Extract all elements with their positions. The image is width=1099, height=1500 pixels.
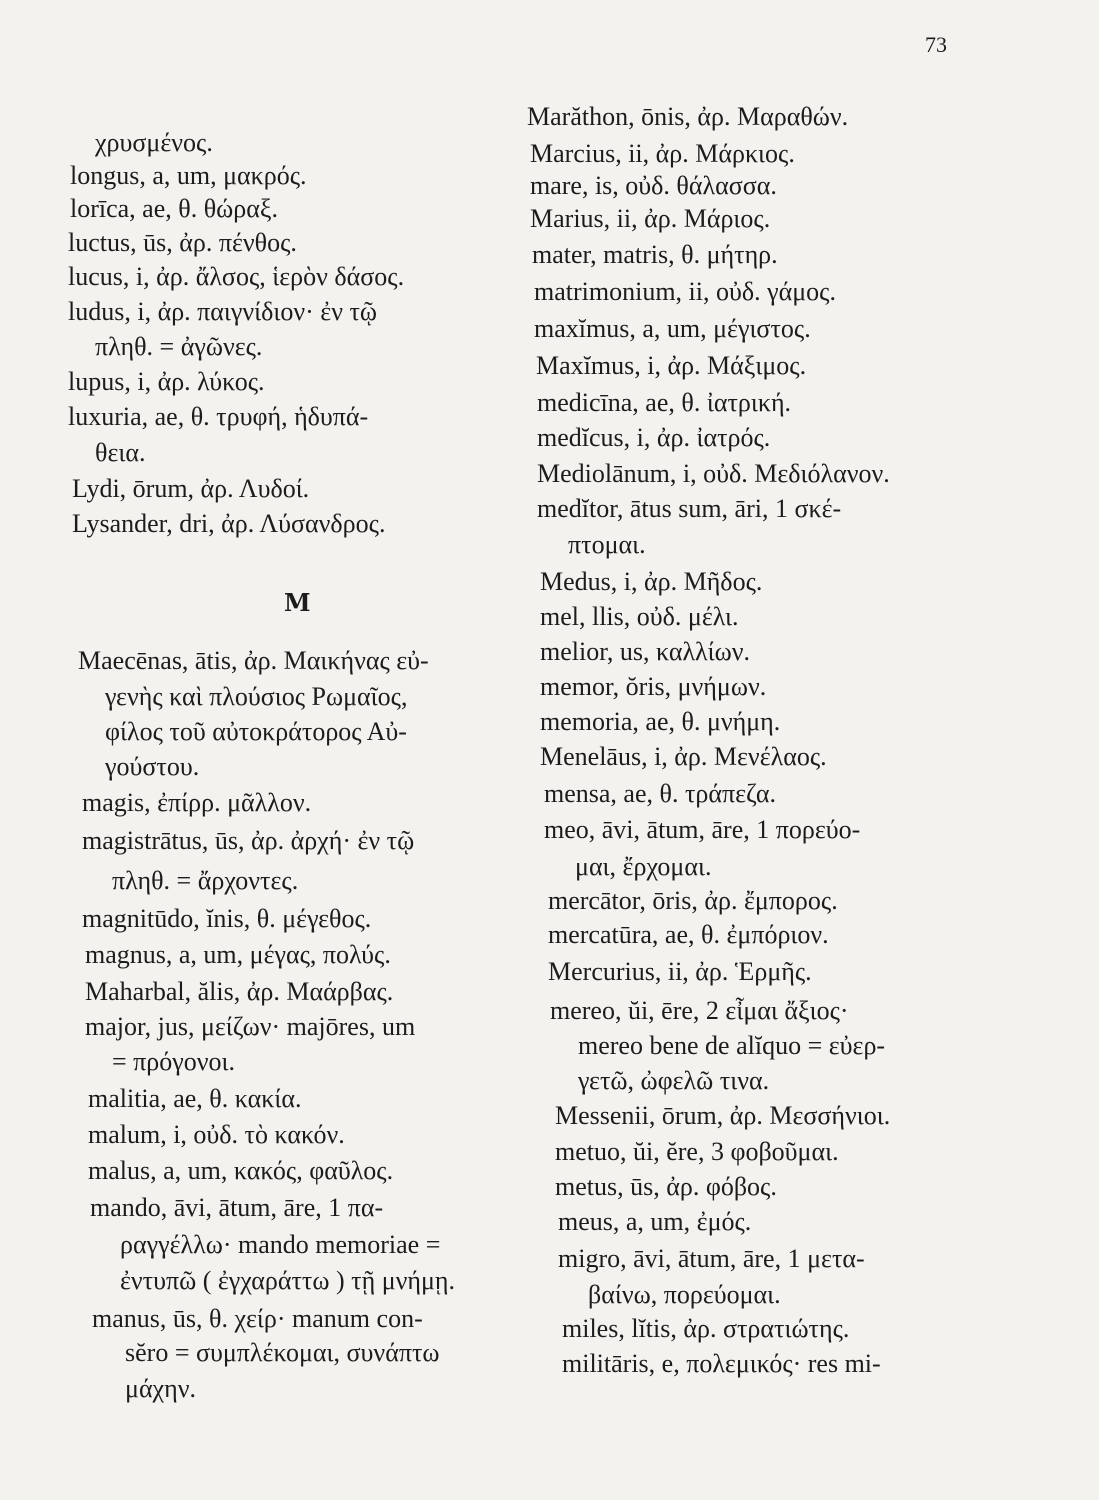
entry-line: luxuria, ae, θ. τρυφή, ἡδυπά- bbox=[68, 402, 369, 431]
entry-line: Mercurius, ii, ἀρ. Ἑρμῆς. bbox=[548, 957, 812, 986]
entry-line: ἐντυπῶ ( ἐγχαράττω ) τῇ μνήμῃ. bbox=[120, 1266, 456, 1295]
entry-line: medĭcus, i, ἀρ. ἰατρός. bbox=[537, 423, 771, 452]
entry-line: Maxĭmus, i, ἀρ. Μάξιμος. bbox=[536, 351, 807, 380]
entry-line: magnitūdo, ĭnis, θ. μέγεθος. bbox=[82, 904, 372, 933]
entry-line: Maecēnas, ātis, ἀρ. Μαικήνας εὐ- bbox=[78, 646, 429, 675]
entry-line: Messenii, ōrum, ἀρ. Μεσσήνιοι. bbox=[555, 1101, 891, 1130]
entry-line: longus, a, um, μακρός. bbox=[70, 161, 307, 190]
entry-line: θεια. bbox=[95, 438, 146, 467]
page-number: 73 bbox=[925, 32, 947, 57]
entry-line: metuo, ŭi, ĕre, 3 φοβοῦμαι. bbox=[555, 1137, 839, 1166]
entry-line: μάχην. bbox=[125, 1374, 196, 1403]
entry-line: Marăthon, ōnis, ἀρ. Μαραθών. bbox=[527, 102, 849, 131]
entry-line: βαίνω, πορεύομαι. bbox=[588, 1280, 781, 1309]
entry-line: metus, ūs, ἀρ. φόβος. bbox=[555, 1172, 777, 1201]
entry-line: magis, ἐπίρρ. μᾶλλον. bbox=[82, 788, 312, 817]
entry-line: mel, llis, οὐδ. μέλι. bbox=[540, 602, 739, 631]
entry-line: luctus, ūs, ἀρ. πένθος. bbox=[68, 228, 297, 257]
entry-line: Maharbal, ălis, ἀρ. Μαάρβας. bbox=[85, 977, 394, 1006]
entry-line: mereo, ŭi, ēre, 2 εἶμαι ἄξιος· bbox=[550, 996, 849, 1025]
entry-line: γούστου. bbox=[105, 752, 200, 781]
entry-line: γετῶ, ὠφελῶ τινα. bbox=[578, 1066, 770, 1095]
entry-line: mater, matris, θ. μήτηρ. bbox=[532, 240, 778, 269]
entry-line: mensa, ae, θ. τράπεζα. bbox=[544, 779, 776, 808]
entry-line: πτομαι. bbox=[568, 530, 646, 559]
entry-line: magnus, a, um, μέγας, πολύς. bbox=[85, 940, 391, 969]
entry-line: lucus, i, ἀρ. ἄλσος, ἱερὸν δάσος. bbox=[68, 262, 405, 291]
entry-line: mercātor, ōris, ἀρ. ἔμπορος. bbox=[548, 886, 838, 915]
section-letter: M bbox=[284, 588, 311, 617]
entry-line: sĕro = συμπλέκομαι, συνάπτω bbox=[125, 1338, 440, 1367]
entry-line: melior, us, καλλίων. bbox=[540, 637, 751, 666]
entry-line: mercatūra, ae, θ. ἐμπόριον. bbox=[548, 920, 829, 949]
entry-line: Lydi, ōrum, ἀρ. Λυδοί. bbox=[72, 474, 310, 503]
entry-line: lupus, i, ἀρ. λύκος. bbox=[68, 367, 265, 396]
entry-line: lorīca, ae, θ. θώραξ. bbox=[70, 194, 278, 223]
entry-line: mando, āvi, ātum, āre, 1 πα- bbox=[90, 1193, 384, 1222]
entry-line: matrimonium, ii, οὐδ. γάμος. bbox=[534, 277, 836, 306]
entry-line: Lysander, dri, ἀρ. Λύσανδρος. bbox=[72, 509, 386, 538]
entry-line: mereo bene de alĭquo = εὐερ- bbox=[578, 1031, 886, 1060]
entry-line: meo, āvi, ātum, āre, 1 πορεύο- bbox=[544, 815, 861, 844]
entry-line: memor, ŏris, μνήμων. bbox=[540, 672, 767, 701]
entry-line: φίλος τοῦ αὐτοκράτορος Αὐ- bbox=[105, 717, 407, 746]
entry-line: medicīna, ae, θ. ἰατρική. bbox=[537, 388, 792, 417]
entry-line: medĭtor, ātus sum, āri, 1 σκέ- bbox=[537, 494, 842, 523]
entry-line: Marcius, ii, ἀρ. Μάρκιος. bbox=[530, 139, 795, 168]
entry-line: migro, āvi, ātum, āre, 1 μετα- bbox=[558, 1244, 865, 1273]
entry-line: malum, i, οὐδ. τὸ κακόν. bbox=[88, 1120, 345, 1149]
entry-line: major, jus, μείζων· majōres, um bbox=[85, 1012, 416, 1041]
entry-line: πληθ. = ἀγῶνες. bbox=[95, 332, 263, 361]
entry-line: χρυσμένος. bbox=[95, 128, 213, 157]
entry-line: ludus, i, ἀρ. παιγνίδιον· ἐν τῷ bbox=[68, 297, 378, 326]
entry-line: ραγγέλλω· mando memoriae = bbox=[120, 1230, 441, 1259]
entry-line: miles, lĭtis, ἀρ. στρατιώτης. bbox=[562, 1314, 850, 1343]
entry-line: militāris, e, πολεμικός· res mi- bbox=[562, 1349, 881, 1378]
entry-line: Menelāus, i, ἀρ. Μενέλαος. bbox=[540, 742, 827, 771]
entry-line: mare, is, οὐδ. θάλασσα. bbox=[530, 171, 777, 200]
entry-line: malus, a, um, κακός, φαῦλος. bbox=[88, 1156, 394, 1185]
entry-line: Marius, ii, ἀρ. Μάριος. bbox=[530, 204, 771, 233]
entry-line: meus, a, um, ἐμός. bbox=[558, 1207, 752, 1236]
entry-line: maxĭmus, a, um, μέγιστος. bbox=[534, 314, 811, 343]
entry-line: γενὴς καὶ πλούσιος Ρωμαῖος, bbox=[105, 682, 408, 711]
entry-line: πληθ. = ἄρχοντες. bbox=[112, 866, 299, 895]
entry-line: Medus, i, ἀρ. Μῆδος. bbox=[540, 567, 763, 596]
entry-line: μαι, ἔρχομαι. bbox=[575, 852, 712, 881]
entry-line: memoria, ae, θ. μνήμη. bbox=[540, 707, 781, 736]
entry-line: = πρόγονοι. bbox=[112, 1047, 236, 1076]
entry-line: Mediolānum, i, οὐδ. Μεδιόλανον. bbox=[537, 459, 890, 488]
entry-line: magistrātus, ūs, ἀρ. ἀρχή· ἐν τῷ bbox=[82, 826, 415, 855]
entry-line: manus, ūs, θ. χείρ· manum con- bbox=[92, 1304, 423, 1333]
entry-line: malitia, ae, θ. κακία. bbox=[88, 1084, 302, 1113]
